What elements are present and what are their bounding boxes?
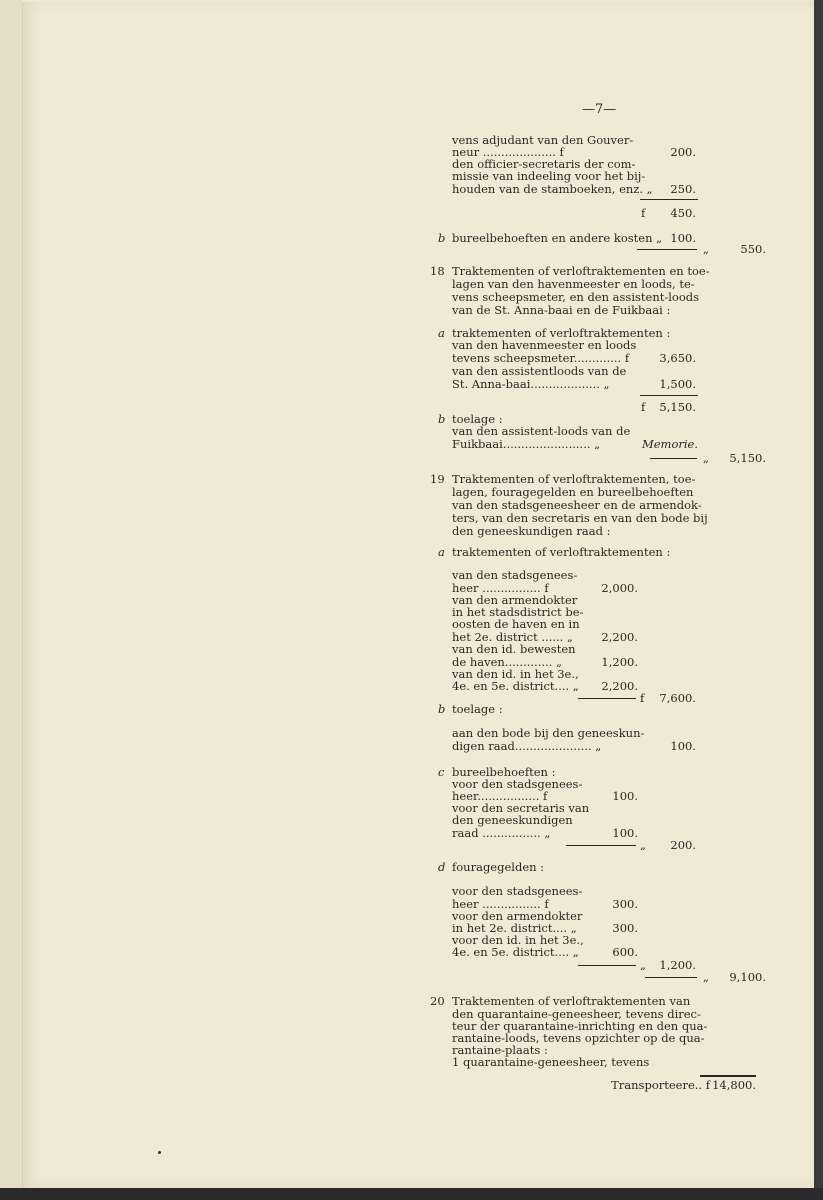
item-letter: c: [438, 765, 445, 779]
sec18-a-line: tevens scheepsmeter............. f: [452, 351, 630, 365]
transport-label: Transporteere.. f: [611, 1078, 710, 1092]
rule: [645, 977, 697, 978]
sec18-heading: vens scheepsmeter, en den assistent-loods: [452, 290, 700, 304]
sec18-heading: lagen van den havenmeester en loods, te-: [452, 277, 695, 291]
sec20-line: 1 quarantaine-geneesheer, tevens: [452, 1055, 650, 1069]
sec17-amount: 250.: [670, 182, 696, 196]
sec19-c-line: heer................. f: [452, 789, 548, 803]
page-number: —7—: [582, 102, 617, 117]
sec19-c-line: bureelbehoeften :: [452, 765, 556, 779]
sec18-a-line: St. Anna-baai................... „: [452, 377, 610, 391]
sec19-d-line: voor den id. in het 3e.,: [452, 933, 584, 947]
sec19-total: 9,100.: [729, 970, 766, 984]
sec18-b-amount: Memorie.: [641, 437, 698, 451]
sec19-heading: den geneeskundigen raad :: [452, 524, 611, 538]
sec19-d-line: 4e. en 5e. district.... „: [452, 945, 579, 959]
sec19-a-amount: 2,200.: [601, 679, 638, 693]
section-number: 19: [430, 472, 445, 486]
rule: [637, 249, 697, 250]
sec18-b-line: toelage :: [452, 412, 503, 426]
scan-edge-right: [814, 0, 823, 1200]
sec19-b-amount: 100.: [670, 739, 696, 753]
sec20-line: rantaine-plaats :: [452, 1043, 548, 1057]
sec19-a-line: van den id. bewesten: [452, 642, 576, 656]
sec19-d-line: heer ................ f: [452, 897, 549, 911]
sec19-c-amount: 100.: [612, 826, 638, 840]
sec17-subtotal: 450.: [670, 206, 696, 220]
sec19-a-line: van den stadsgenees-: [452, 568, 578, 582]
sec19-d-amount: 300.: [612, 897, 638, 911]
sec17-b-text: bureelbehoeften en andere kosten „: [452, 231, 663, 245]
rule: [650, 458, 697, 459]
sec19-c-line: raad ................ „: [452, 826, 551, 840]
ink-speck: [158, 1151, 161, 1154]
sec19-d-total: 1,200.: [659, 958, 696, 972]
sec17-amount: 200.: [670, 145, 696, 159]
sec20-line: rantaine-loods, tevens opzichter op de qua-: [452, 1031, 705, 1045]
rule: [566, 845, 636, 846]
sec17-total: 550.: [740, 242, 766, 256]
sec19-d-amount: 600.: [612, 945, 638, 959]
sec19-d-line: in het 2e. district.... „: [452, 921, 577, 935]
sec20-line: Traktementen of verloftraktementen van: [452, 994, 691, 1008]
sec19-a-amount: 2,000.: [601, 581, 638, 595]
sec19-d-amount: 300.: [612, 921, 638, 935]
rule: [578, 965, 636, 966]
sec18-heading: van de St. Anna-baai en de Fuikbaai :: [452, 303, 671, 317]
item-letter: a: [438, 326, 445, 340]
sec19-a-line: 4e. en 5e. district.... „: [452, 679, 579, 693]
sec19-heading: lagen, fouragegelden en bureelbehoeften: [452, 485, 694, 499]
sec19-d-line: voor den armendokter: [452, 909, 583, 923]
sec19-c-total: 200.: [670, 838, 696, 852]
total-quote: „: [703, 451, 709, 465]
sec18-a-line: van den havenmeester en loods: [452, 338, 637, 352]
sec19-d-line: voor den stadsgenees-: [452, 884, 583, 898]
sec18-a-amount: 3,650.: [659, 351, 696, 365]
sec18-subtotal: 5,150.: [659, 400, 696, 414]
sec19-a-line: de haven............. „: [452, 655, 562, 669]
sec19-b-line: aan den bode bij den geneeskun-: [452, 726, 645, 740]
book-gutter: [0, 0, 22, 1200]
sec19-a-line: heer ................ f: [452, 581, 549, 595]
sec17-line: neur .................... f: [452, 145, 564, 159]
sec19-b-title: toelage :: [452, 702, 503, 716]
item-letter: b: [438, 412, 446, 426]
sec17-line: vens adjudant van den Gouver-: [452, 133, 634, 147]
sec18-a-line: van den assistentloods van de: [452, 364, 627, 378]
total-quote: „: [703, 970, 709, 984]
subtotal-label: f: [641, 400, 646, 414]
section-number: 18: [430, 264, 445, 278]
sec19-d-title: fouragegelden :: [452, 860, 545, 874]
sec17-line: den officier-secretaris der com-: [452, 157, 636, 171]
sec19-a-line: het 2e. district ...... „: [452, 630, 573, 644]
sec17-line: houden van de stamboeken, enz. „: [452, 182, 653, 196]
sec19-heading: van den stadsgeneesheer en de armendok-: [452, 498, 702, 512]
sec19-heading: Traktementen of verloftraktementen, toe-: [452, 472, 696, 486]
sec18-b-line: van den assistent-loods van de: [452, 424, 631, 438]
sec19-a-line: oosten de haven en in: [452, 617, 580, 631]
sec19-b-line: digen raad..................... „: [452, 739, 602, 753]
sec19-a-amount: 2,200.: [601, 630, 638, 644]
transport-amount: 14,800.: [712, 1078, 756, 1092]
item-letter: b: [438, 231, 446, 245]
sec19-a-total: 7,600.: [659, 691, 696, 705]
sec18-b-line: Fuikbaai........................ „: [452, 437, 601, 451]
sec19-a-line: van den armendokter: [452, 593, 578, 607]
rule: [578, 698, 636, 699]
sec19-c-line: voor den secretaris van: [452, 801, 590, 815]
sec19-heading: ters, van den secretaris en van den bode bij: [452, 511, 708, 525]
subtotal-label: f: [641, 206, 646, 220]
double-rule: [700, 1075, 756, 1077]
sec19-c-line: voor den stadsgenees-: [452, 777, 583, 791]
sec19-c-line: den geneeskundigen: [452, 813, 573, 827]
sec18-a-amount: 1,500.: [659, 377, 696, 391]
sec19-a-amount: 1,200.: [601, 655, 638, 669]
rule: [640, 199, 698, 200]
sec18-total: 5,150.: [729, 451, 766, 465]
sec19-a-title: traktementen of verloftraktementen :: [452, 545, 671, 559]
section-number: 20: [430, 994, 445, 1008]
rule: [640, 395, 698, 396]
scan-edge-bottom: [0, 1188, 823, 1200]
total-quote: „: [703, 242, 709, 256]
sec18-heading: Traktementen of verloftraktementen en toe-: [452, 264, 710, 278]
item-letter: d: [438, 860, 446, 874]
sec19-c-amount: 100.: [612, 789, 638, 803]
sec17-b-amount: 100.: [670, 231, 696, 245]
sec19-a-line: van den id. in het 3e.,: [452, 667, 579, 681]
sec20-line: teur der quarantaine-inrichting en den qua-: [452, 1019, 708, 1033]
sec18-a-line: traktementen of verloftraktementen :: [452, 326, 671, 340]
sec20-line: den quarantaine-geneesheer, tevens direc-: [452, 1007, 701, 1021]
subtotal-label: f: [640, 691, 645, 705]
item-letter: b: [438, 702, 446, 716]
total-quote: „: [640, 958, 646, 972]
sec17-line: missie van indeeling voor het bij-: [452, 169, 646, 183]
item-letter: a: [438, 545, 445, 559]
total-quote: „: [640, 838, 646, 852]
sec19-a-line: in het stadsdistrict be-: [452, 605, 584, 619]
